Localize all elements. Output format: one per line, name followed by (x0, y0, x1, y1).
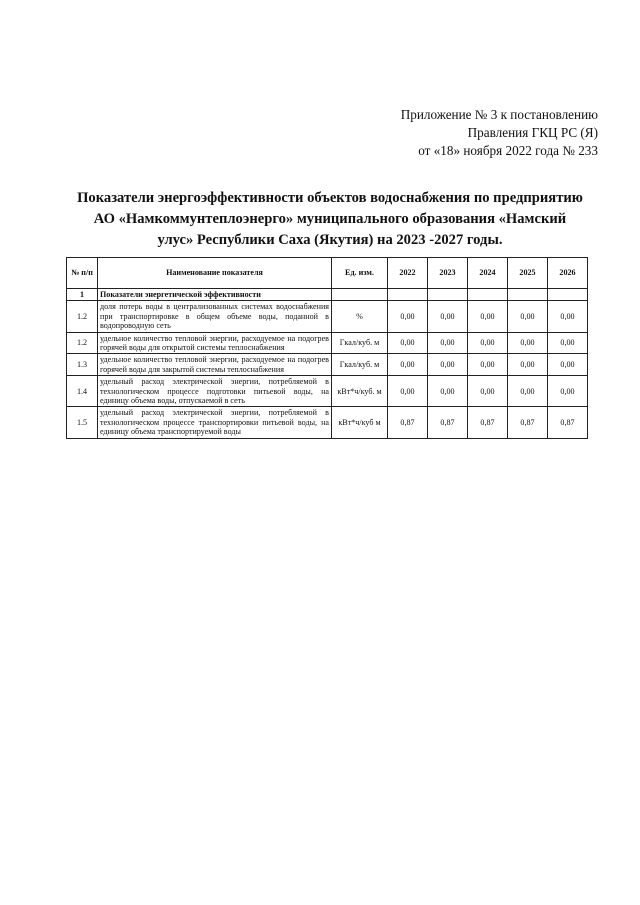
annex-line-3: от «18» ноября 2022 года № 233 (418, 143, 598, 158)
row-value: 0,00 (508, 354, 548, 376)
table-row (67, 301, 588, 332)
header-year: 2024 (468, 258, 508, 289)
header-year: 2023 (428, 258, 468, 289)
empty-cell (508, 289, 548, 301)
annex-line-1: Приложение № 3 к постановлению (400, 107, 598, 122)
row-unit: % (332, 301, 388, 332)
table-header-row (67, 258, 588, 289)
header-year: 2022 (388, 258, 428, 289)
row-value: 0,87 (388, 407, 428, 438)
table-row (67, 407, 588, 438)
row-value: 0,87 (428, 407, 468, 438)
section-row (67, 289, 588, 301)
row-value: 0,00 (388, 301, 428, 332)
section-num: 1 (67, 289, 98, 301)
title-line-2: АО «Намкоммунтеплоэнерго» муниципального образования «Намский (93, 211, 567, 227)
row-value: 0,00 (548, 332, 588, 354)
table-row (67, 332, 588, 354)
empty-cell (428, 289, 468, 301)
table-row (67, 354, 588, 376)
header-year: 2026 (548, 258, 588, 289)
empty-cell (388, 289, 428, 301)
row-name: удельный расход электрической энергии, потребляемой в технологическом процессе транспортировки питьевой воды, на единицу объема транспортируемой воды (98, 407, 332, 438)
header-name: Наименование показателя (98, 258, 332, 289)
empty-cell (548, 289, 588, 301)
row-name: доля потерь воды в централизованных системах водоснабжения при транспортировке в общем объеме воды, поданной в водопроводную сеть (98, 301, 332, 332)
annex-line-2: Правления ГКЦ РС (Я) (467, 125, 598, 140)
row-value: 0,00 (428, 376, 468, 407)
indicators-table (66, 257, 588, 439)
row-value: 0,00 (388, 376, 428, 407)
title-line-1: Показатели энергоэффективности объектов водоснабжения по предприятию (77, 190, 583, 206)
row-unit: Гкал/куб. м (332, 354, 388, 376)
annex-header (401, 106, 598, 160)
row-value: 0,00 (388, 332, 428, 354)
row-name: удельное количество тепловой энергии, расходуемое на подогрев горячей воды для закрытой системы теплоснабжения (98, 354, 332, 376)
row-num: 1.2 (67, 301, 98, 332)
row-num: 1.5 (67, 407, 98, 438)
row-value: 0,00 (428, 332, 468, 354)
empty-cell (468, 289, 508, 301)
row-value: 0,00 (548, 354, 588, 376)
empty-cell (332, 289, 388, 301)
row-value: 0,87 (548, 407, 588, 438)
title-line-3: улус» Республики Саха (Якутия) на 2023 -2027 годы. (157, 232, 503, 248)
row-value: 0,87 (508, 407, 548, 438)
row-name: удельный расход электрической энергии, потребляемой в технологическом процессе подготовки питьевой воды, на единицу объема воды, отпускаемой в сеть (98, 376, 332, 407)
row-value: 0,00 (388, 354, 428, 376)
row-value: 0,00 (508, 332, 548, 354)
row-name: удельное количество тепловой энергии, расходуемое на подогрев горячей воды для открытой системы теплоснабжения (98, 332, 332, 354)
header-year: 2025 (508, 258, 548, 289)
row-num: 1.4 (67, 376, 98, 407)
row-num: 1.2 (67, 332, 98, 354)
row-value: 0,00 (468, 376, 508, 407)
section-name: Показатели энергетической эффективности (98, 289, 332, 301)
row-unit: Гкал/куб. м (332, 332, 388, 354)
row-value: 0,00 (468, 332, 508, 354)
row-value: 0,00 (468, 301, 508, 332)
header-unit: Ед. изм. (332, 258, 388, 289)
row-unit: кВт*ч/куб м (332, 407, 388, 438)
row-value: 0,00 (508, 376, 548, 407)
row-num: 1.3 (67, 354, 98, 376)
document-title (58, 188, 602, 251)
row-value: 0,00 (428, 354, 468, 376)
row-value: 0,87 (468, 407, 508, 438)
row-value: 0,00 (468, 354, 508, 376)
row-value: 0,00 (428, 301, 468, 332)
row-value: 0,00 (548, 301, 588, 332)
table-row (67, 376, 588, 407)
row-value: 0,00 (508, 301, 548, 332)
row-unit: кВт*ч/куб. м (332, 376, 388, 407)
header-num: № п/п (67, 258, 98, 289)
row-value: 0,00 (548, 376, 588, 407)
